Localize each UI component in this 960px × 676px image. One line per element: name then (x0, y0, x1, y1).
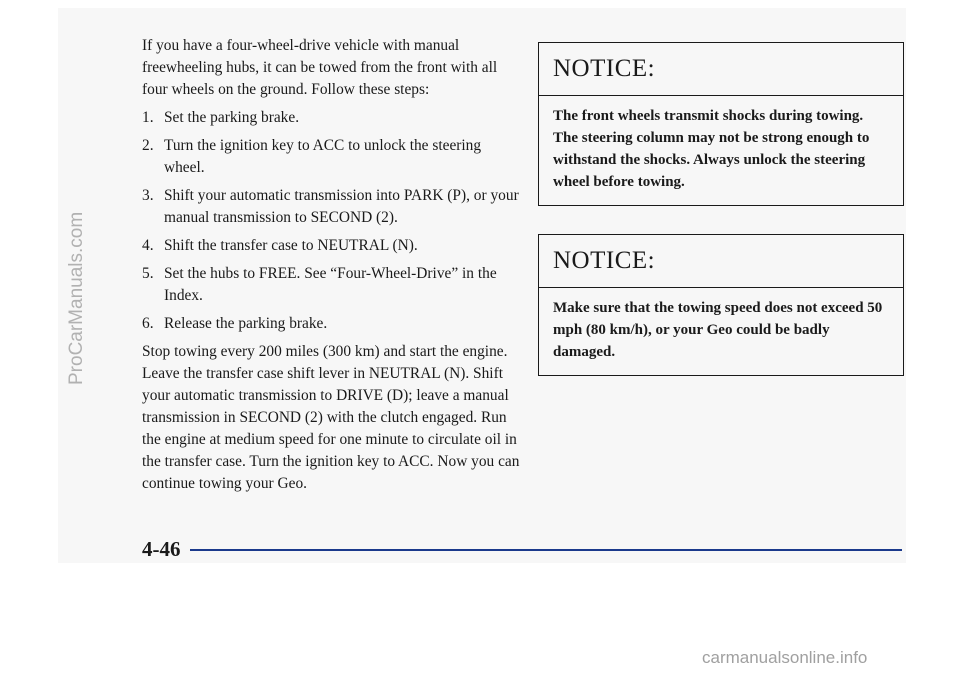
intro-paragraph: If you have a four-wheel-drive vehicle with manual freewheeling hubs, it can be towed from the front with all four wheels on the ground. Follow these steps: (142, 37, 498, 98)
watermark-text: ProCarManuals.com (66, 211, 87, 385)
steps-list (142, 107, 522, 335)
step-item (142, 263, 522, 307)
closing-paragraph: Stop towing every 200 miles (300 km) and start the engine. Leave the transfer case shift lever in NEUTRAL (N). Shift your automatic transmission to DRIVE (D); leave a manual transmission in SECOND (2) with the clutch engaged. Run the engine at medium speed for one minute to circulate oil in the transfer case. Turn the ignition key to ACC. Now you can continue towing your Geo. (142, 343, 520, 492)
notice-body: The front wheels transmit shocks during towing. The steering column may not be strong enough to withstand the shocks. Always unlock the steering wheel before towing. (553, 108, 870, 190)
step-number: 2. (142, 137, 154, 154)
step-number: 1. (142, 109, 154, 126)
step-number: 4. (142, 237, 154, 254)
step-text: Set the parking brake. (164, 109, 300, 126)
step-text: Shift the transfer case to NEUTRAL (N). (164, 237, 418, 254)
step-number: 5. (142, 265, 154, 282)
notice-box-speed (538, 234, 904, 376)
step-text: Turn the ignition key to ACC to unlock the steering wheel. (164, 137, 482, 176)
notice-heading: NOTICE: (539, 43, 903, 96)
step-item (142, 235, 522, 257)
site-watermark: carmanualsonline.info (702, 648, 868, 667)
step-text: Set the hubs to FREE. See “Four-Wheel-Drive” in the Index. (164, 265, 497, 304)
step-text: Release the parking brake. (164, 315, 328, 332)
notice-body: Make sure that the towing speed does not exceed 50 mph (80 km/h), or your Geo could be badly damaged. (553, 300, 883, 360)
step-item (142, 107, 522, 129)
step-item (142, 135, 522, 179)
notice-heading: NOTICE: (539, 235, 903, 288)
notice-box-steering (538, 42, 904, 206)
footer-rule (190, 549, 902, 551)
page-number: 4-46 (142, 537, 181, 561)
step-number: 3. (142, 187, 154, 204)
towing-instructions (142, 35, 522, 495)
manual-page (58, 8, 906, 563)
step-item (142, 185, 522, 229)
step-item (142, 313, 522, 335)
step-text: Shift your automatic transmission into PARK (P), or your manual transmission to SECOND (2). (164, 187, 519, 226)
step-number: 6. (142, 315, 154, 332)
